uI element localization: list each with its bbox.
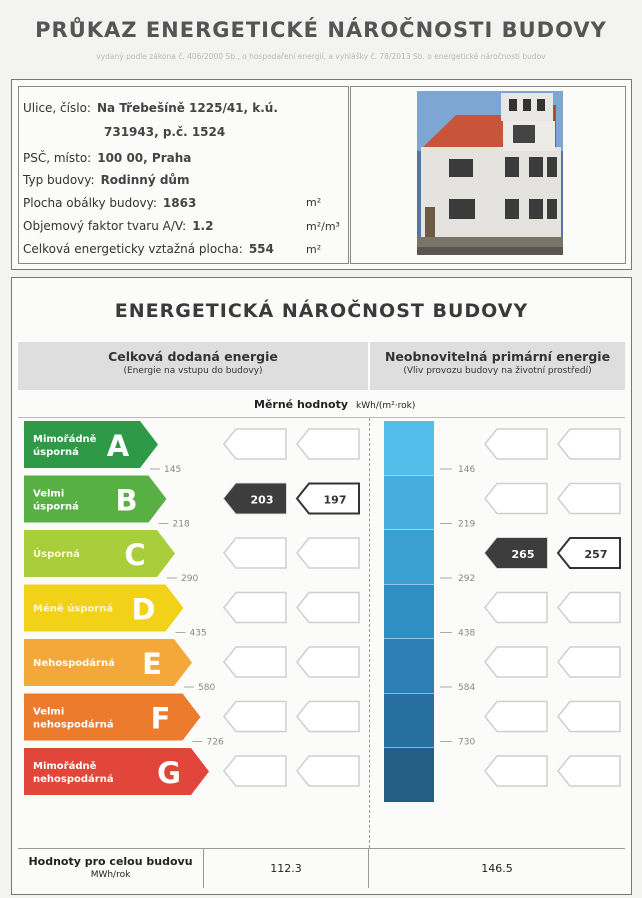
value-slot-f-0 (224, 702, 286, 732)
value-slot-a-1 (297, 429, 359, 459)
type-row (23, 173, 189, 187)
value-slot-f-2 (485, 702, 547, 732)
floor-area-row (23, 242, 274, 256)
primary-threshold-1: 219 (458, 519, 476, 530)
value-slot-a-0 (224, 429, 286, 459)
envelope-row (23, 196, 196, 210)
whole-building-unit: MWh/rok (90, 870, 131, 880)
class-name-2-a: úsporná (33, 447, 79, 458)
floor-area-unit: m² (306, 243, 322, 256)
value-slot-c-1 (297, 538, 359, 568)
shape-value: 1.2 (192, 219, 214, 233)
primary-scale-segment-g (384, 748, 434, 802)
value-slot-f-1 (297, 702, 359, 732)
street-row (23, 101, 278, 115)
type-value: Rodinný dům (100, 173, 190, 187)
primary-scale-segment-a (384, 421, 434, 475)
class-letter-g: G (157, 756, 181, 790)
value-slot-e-3 (558, 647, 620, 677)
class-name-2-g: nehospodárná (33, 774, 114, 785)
class-letter-e: E (142, 647, 162, 681)
primary-scale-segment-e (384, 639, 434, 693)
specific-values-label: Měrné hodnoty (254, 398, 349, 411)
whole-building-delivered-cell (204, 849, 369, 888)
primary-threshold-3: 438 (458, 628, 476, 639)
class-letter-d: D (131, 592, 156, 627)
delivered-threshold-3: 435 (189, 628, 207, 639)
shape-row (23, 219, 213, 233)
value-slot-b-3 (558, 484, 620, 514)
shape-label: Objemový faktor tvaru A/V: (23, 219, 187, 233)
whole-building-primary-cell (369, 849, 625, 888)
whole-building-row (18, 848, 625, 888)
value-slot-d-0 (224, 593, 286, 623)
energy-rating-box (11, 277, 632, 895)
street-label: Ulice, číslo: (23, 101, 91, 115)
primary-value: 265 (511, 548, 535, 561)
psc-value: 100 00, Praha (97, 151, 192, 165)
class-letter-b: B (115, 483, 138, 518)
primary-threshold-5: 730 (458, 737, 476, 748)
building-details (18, 86, 349, 264)
certificate-title: PRŮKAZ ENERGETICKÉ NÁROČNOSTI BUDOVY (35, 18, 607, 42)
energy-rating-title: ENERGETICKÁ NÁROČNOST BUDOVY (114, 300, 529, 322)
value-slot-e-2 (485, 647, 547, 677)
primary-scale-segment-c (384, 530, 434, 584)
delivered-threshold-0: 145 (164, 465, 182, 475)
primary-scale-segment-d (384, 585, 434, 639)
floor-area-label: Celková energeticky vztažná plocha: (23, 242, 243, 256)
value-slot-a-3 (558, 429, 620, 459)
building-photo (351, 87, 625, 263)
delivered-threshold-1: 218 (172, 519, 190, 530)
building-photo-frame (350, 86, 626, 264)
value-slot-c-0 (224, 538, 286, 568)
value-slot-f-3 (558, 702, 620, 732)
psc-row (23, 151, 191, 165)
class-letter-f: F (150, 701, 171, 736)
value-slot-d-2 (485, 593, 547, 623)
value-slot-g-0 (224, 756, 286, 786)
class-letter-a: A (106, 429, 130, 463)
floor-area-value: 554 (248, 242, 274, 256)
delivered-threshold-5: 726 (206, 737, 224, 748)
whole-building-label: Hodnoty pro celou budovu (28, 855, 193, 868)
delivered-threshold-4: 580 (198, 683, 216, 693)
specific-values-unit: kWh/(m²·rok) (356, 401, 416, 411)
psc-label: PSČ, místo: (23, 151, 92, 165)
delivered-energy-title: Celková dodaná energie (108, 349, 278, 364)
value-slot-d-3 (558, 593, 620, 623)
class-name-b: Velmi (33, 488, 65, 500)
primary-energy-subtitle: (Vliv provozu budovy na životní prostředí) (403, 366, 592, 376)
whole-building-delivered-value: 112.3 (270, 862, 302, 875)
primary-threshold-4: 584 (458, 683, 476, 693)
delivered-energy-header (18, 342, 368, 390)
value-slot-g-3 (558, 756, 620, 786)
primary-reference-value: 257 (584, 548, 608, 561)
street-value: Na Třebešíně 1225/41, k.ú. (96, 101, 278, 115)
type-label: Typ budovy: (23, 173, 95, 187)
primary-scale-segment-b (384, 476, 434, 530)
class-name-e: Nehospodárná (33, 658, 115, 669)
class-name-2-b: úsporná (33, 501, 79, 513)
primary-threshold-0: 146 (458, 465, 476, 475)
street-value-2: 731943, p.č. 1524 (104, 125, 226, 139)
primary-scale-segment-f (384, 694, 434, 748)
envelope-unit: m² (306, 196, 322, 209)
energy-scale (12, 412, 631, 852)
delivered-energy-subtitle: (Energie na vstupu do budovy) (123, 366, 263, 376)
certificate-subtitle: vydaný podle zákona č. 406/2000 Sb., o hospodaření energií, a vyhlášky č. 78/2013 Sb. o energetické náročnosti budov (96, 52, 546, 61)
class-name-f: Velmi (33, 706, 65, 718)
class-name-2-f: nehospodárná (33, 719, 114, 731)
class-name-a: Mimořádně (33, 434, 97, 445)
class-name-c: Úsporná (33, 549, 80, 560)
building-info-box (11, 79, 632, 270)
street-row-2 (98, 125, 225, 139)
value-slot-a-2 (485, 429, 547, 459)
value-slot-e-1 (297, 647, 359, 677)
primary-energy-header (370, 342, 625, 390)
delivered-threshold-2: 290 (181, 574, 199, 584)
delivered-reference-value: 197 (323, 493, 347, 507)
value-slot-b-2 (485, 484, 547, 514)
value-slot-e-0 (224, 647, 286, 677)
value-slot-g-2 (485, 756, 547, 786)
primary-threshold-2: 292 (458, 574, 476, 584)
whole-building-label-cell (18, 849, 204, 888)
shape-unit: m²/m³ (306, 220, 340, 233)
whole-building-primary-value: 146.5 (481, 862, 513, 875)
primary-energy-title: Neobnovitelná primární energie (384, 349, 611, 364)
envelope-value: 1863 (162, 196, 197, 210)
delivered-value: 203 (250, 493, 274, 507)
class-letter-c: C (124, 538, 146, 572)
class-name-g: Mimořádně (33, 761, 97, 772)
envelope-label: Plocha obálky budovy: (23, 196, 157, 210)
class-name-d: Méně úsporná (33, 603, 114, 615)
value-slot-d-1 (297, 593, 359, 623)
value-slot-g-1 (297, 756, 359, 786)
